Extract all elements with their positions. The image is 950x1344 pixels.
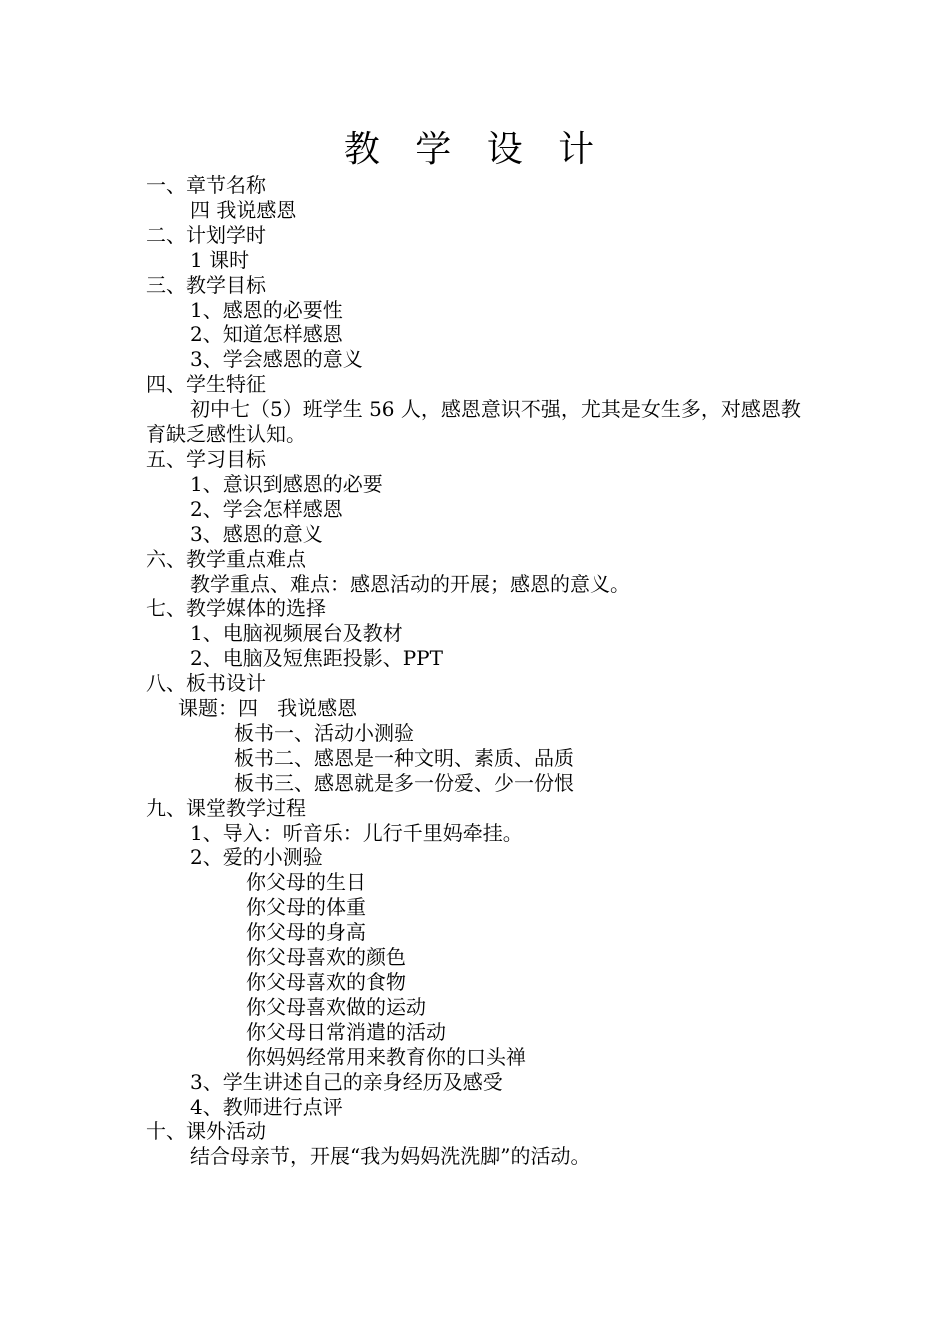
quiz-item: 你妈妈经常用来教育你的口头禅	[246, 1044, 526, 1069]
section-heading: 七、教学媒体的选择	[146, 596, 326, 621]
section-heading: 八、板书设计	[146, 671, 266, 696]
quiz-item: 你父母喜欢做的运动	[246, 994, 426, 1019]
section-heading: 六、教学重点难点	[146, 546, 306, 571]
list-item: 4、教师进行点评	[190, 1094, 343, 1119]
section-heading: 九、课堂教学过程	[146, 795, 306, 820]
list-item: 2、学会怎样感恩	[190, 496, 343, 521]
quiz-item: 你父母日常消遣的活动	[246, 1019, 446, 1044]
list-item: 1、意识到感恩的必要	[190, 471, 383, 496]
section-heading: 五、学习目标	[146, 446, 266, 471]
board-item: 板书三、感恩就是多一份爱、少一份恨	[234, 770, 574, 795]
list-item: 2、知道怎样感恩	[190, 322, 343, 347]
section-heading: 一、章节名称	[146, 173, 266, 197]
list-item: 2、爱的小测验	[190, 845, 323, 870]
section-text: 四 我说感恩	[190, 197, 297, 222]
board-item: 板书一、活动小测验	[234, 720, 414, 745]
section-text: 1 课时	[190, 247, 250, 272]
list-item: 3、感恩的意义	[190, 521, 323, 546]
quiz-item: 你父母的身高	[246, 920, 366, 945]
section-heading: 二、计划学时	[146, 222, 266, 247]
section-heading: 三、教学目标	[146, 272, 266, 297]
document-title: 教 学 设 计	[343, 129, 607, 170]
list-item: 3、学会感恩的意义	[190, 347, 363, 372]
section-heading: 十、课外活动	[146, 1119, 266, 1144]
document-body	[146, 173, 826, 1169]
section-text: 教学重点、难点：感恩活动的开展；感恩的意义。	[190, 571, 630, 596]
list-item: 2、电脑及短焦距投影、PPT	[190, 646, 443, 671]
board-topic: 课题：四 我说感恩	[178, 696, 358, 721]
list-item: 1、电脑视频展台及教材	[190, 621, 403, 646]
quiz-item: 你父母喜欢的颜色	[246, 945, 406, 970]
section-heading: 四、学生特征	[146, 372, 266, 397]
list-item: 1、感恩的必要性	[190, 297, 343, 322]
quiz-item: 你父母的体重	[246, 895, 366, 920]
list-item: 3、学生讲述自己的亲身经历及感受	[190, 1069, 503, 1094]
board-item: 板书二、感恩是一种文明、素质、品质	[234, 745, 574, 770]
list-item: 1、导入：听音乐：儿行千里妈牵挂。	[190, 820, 523, 845]
section-text: 结合母亲节，开展“我为妈妈洗洗脚”的活动。	[190, 1144, 591, 1169]
quiz-item: 你父母的生日	[246, 870, 366, 895]
quiz-item: 你父母喜欢的食物	[246, 970, 406, 994]
section-paragraph: 初中七（5）班学生 56 人，感恩意识不强，尤其是女生多，对感恩教育缺乏感性认知。	[146, 397, 801, 447]
